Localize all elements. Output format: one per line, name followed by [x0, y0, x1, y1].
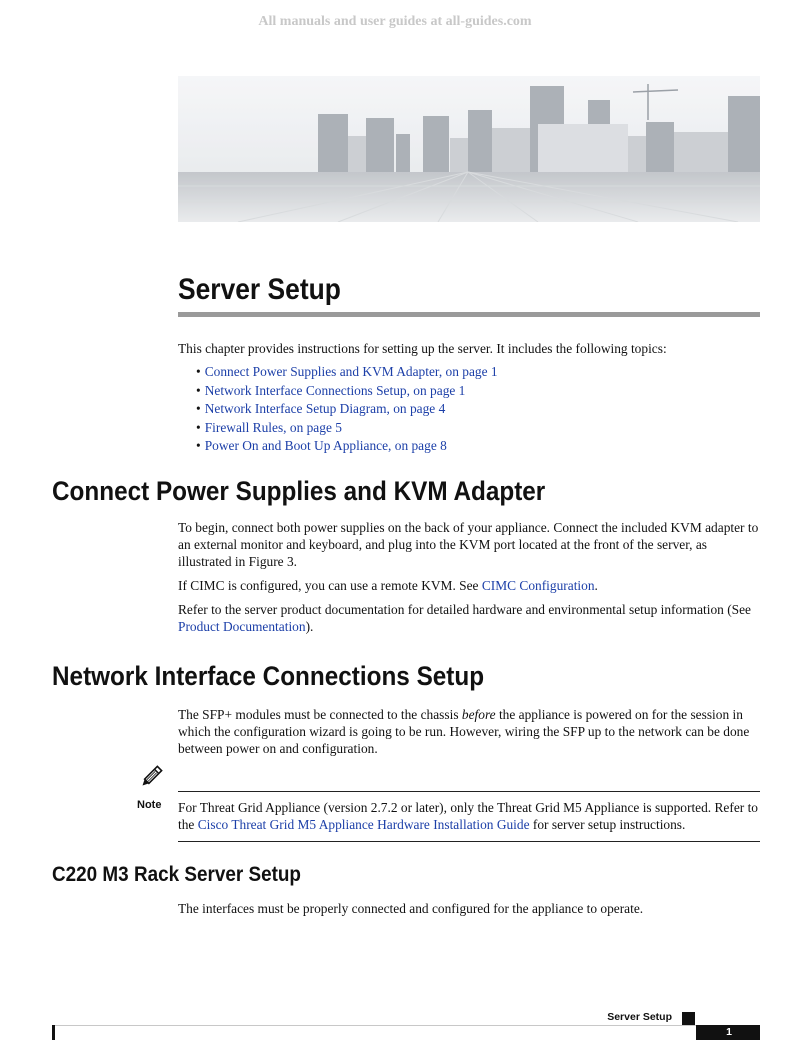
product-doc-text-end: ).	[305, 619, 314, 634]
topic-item[interactable]	[196, 382, 498, 401]
section-heading-network-interface: Network Interface Connections Setup	[52, 661, 485, 691]
topic-item[interactable]	[196, 363, 498, 382]
note-text-end: for server setup instructions.	[529, 817, 686, 832]
sfp-paragraph	[178, 706, 762, 757]
bullet-glyph: •	[196, 364, 201, 379]
sfp-text-end: the appliance is powered on for the session in which the configuration wizard is going to be run. However, wiring the SFP up to the network can be done between power on and configuration.	[178, 707, 750, 756]
sfp-emphasis: before	[461, 707, 496, 722]
product-documentation-link[interactable]: Product Documentation	[178, 619, 306, 634]
watermark: All manuals and user guides at all-guides.com	[258, 14, 532, 29]
m5-install-guide-link[interactable]: Cisco Threat Grid M5 Appliance Hardware Installation Guide	[197, 817, 530, 832]
cimc-configuration-link[interactable]: CIMC Configuration	[481, 578, 595, 593]
product-doc-text: Refer to the server product documentation for detailed hardware and environmental setup information (See	[178, 602, 751, 617]
bullet-glyph: •	[196, 401, 201, 416]
section-heading-c220: C220 M3 Rack Server Setup	[52, 863, 301, 886]
page-number: 1	[696, 1025, 760, 1040]
footer-rule	[52, 1025, 760, 1026]
sfp-text: The SFP+ modules must be connected to the chassis	[178, 707, 462, 722]
footer-left-marker	[52, 1025, 55, 1040]
footer-square-marker	[682, 1012, 695, 1025]
topic-link[interactable]: Firewall Rules, on page 5	[204, 419, 342, 435]
note-label: Note	[137, 799, 162, 811]
section-heading-power-kvm: Connect Power Supplies and KVM Adapter	[52, 476, 546, 506]
footer-chapter-title: Server Setup	[607, 1011, 672, 1023]
topic-link[interactable]: Connect Power Supplies and KVM Adapter, on page 1	[204, 364, 498, 379]
bullet-glyph: •	[196, 438, 201, 453]
note-text-start: For Threat Grid Appliance (version 2.7.2 or later), only the Threat Grid M5 Appliance is supported. Refer to the	[178, 800, 758, 832]
topics-list	[196, 363, 498, 456]
chapter-banner-image	[178, 76, 760, 222]
bullet-glyph: •	[196, 419, 201, 435]
power-kvm-paragraph: To begin, connect both power supplies on the back of your appliance. Connect the included KVM adapter to an external monitor and keyboard, and plug into the KVM port located at the front of the server, as illustrated in Figure 3.	[178, 520, 759, 569]
note-bottom-rule	[178, 841, 760, 842]
chapter-title-rule	[178, 312, 760, 317]
cimc-paragraph	[178, 577, 762, 594]
topic-link[interactable]: Network Interface Connections Setup, on page 1	[204, 382, 466, 398]
cimc-text: If CIMC is configured, you can use a remote KVM. See	[178, 578, 482, 593]
product-doc-paragraph	[178, 601, 762, 635]
topic-item[interactable]	[196, 437, 498, 456]
pencil-icon	[138, 764, 164, 790]
bullet-glyph: •	[196, 382, 201, 398]
note-top-rule	[178, 791, 760, 792]
chapter-intro: This chapter provides instructions for setting up the server. It includes the following topics:	[178, 341, 667, 356]
topic-link[interactable]: Power On and Boot Up Appliance, on page 8	[204, 438, 447, 453]
topic-item[interactable]	[196, 419, 498, 438]
chapter-title: Server Setup	[178, 273, 341, 306]
note-text	[178, 799, 762, 833]
c220-paragraph: The interfaces must be properly connected and configured for the appliance to operate.	[178, 901, 644, 916]
topic-link[interactable]: Network Interface Setup Diagram, on page 4	[204, 401, 446, 416]
cimc-text-end: .	[594, 578, 598, 593]
topic-item[interactable]	[196, 400, 498, 419]
